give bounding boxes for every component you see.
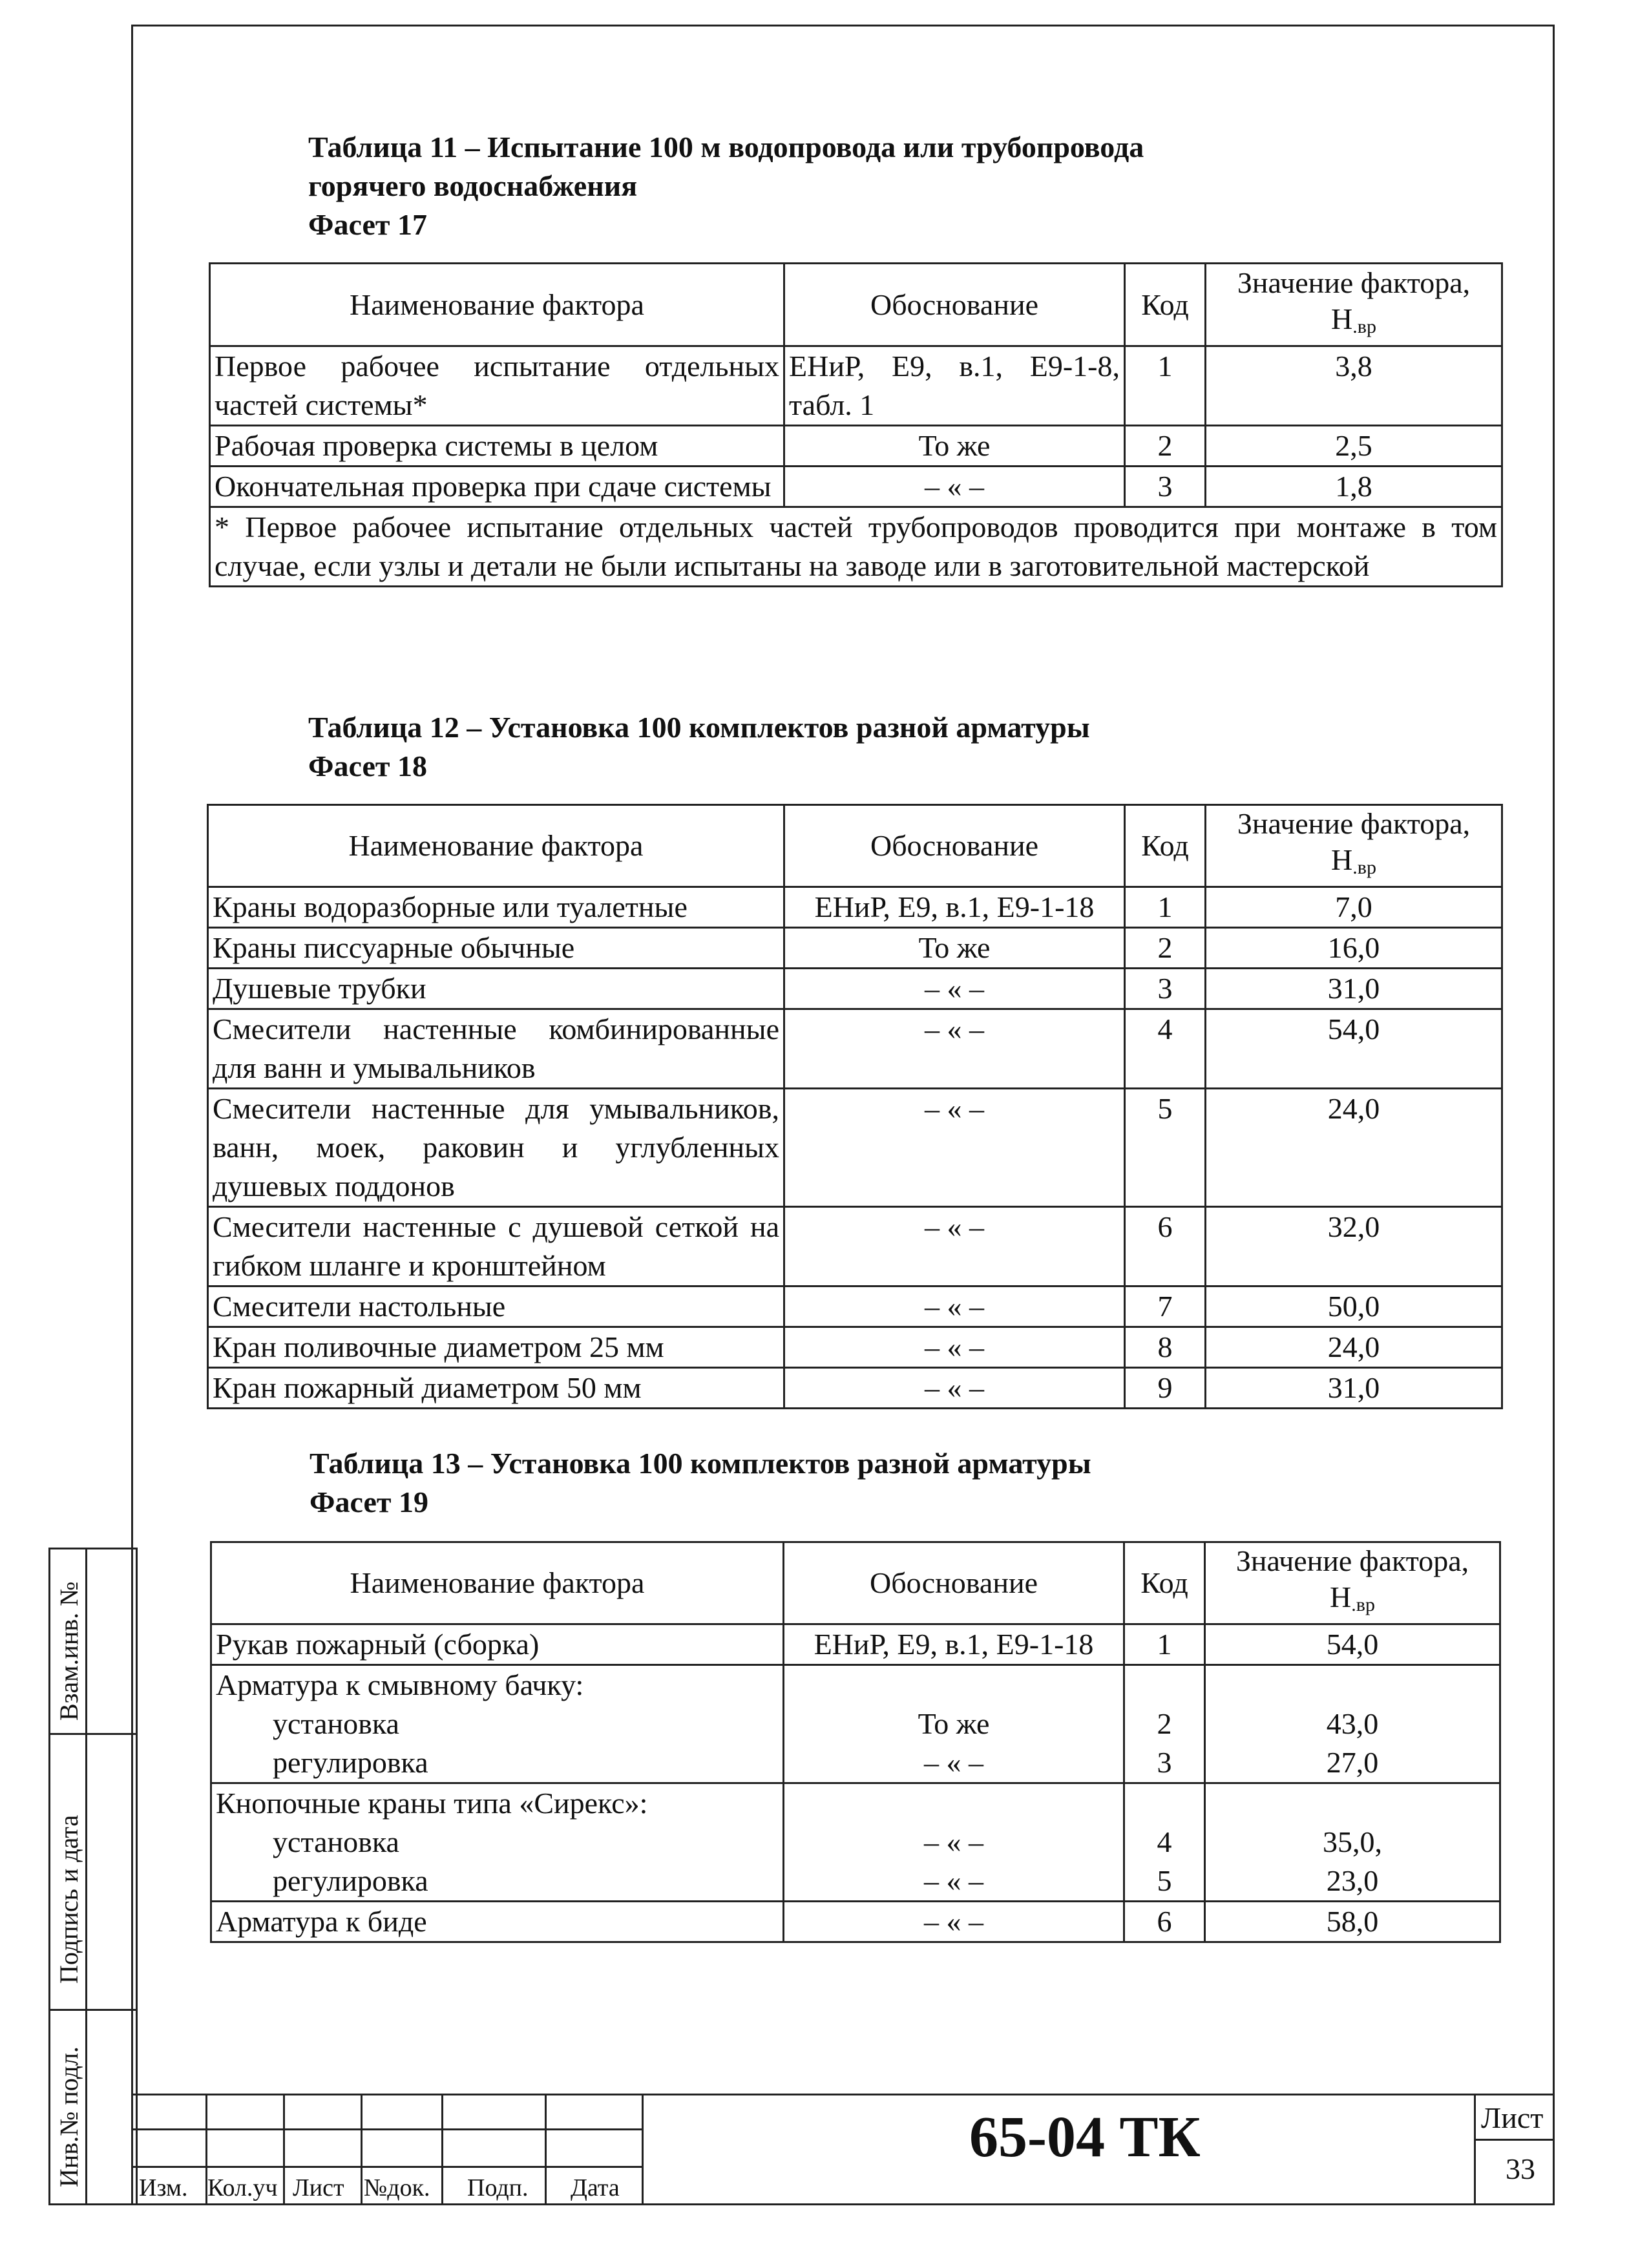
cell-code bbox=[1124, 1665, 1205, 1783]
table-row bbox=[211, 1624, 1500, 1665]
table-row-group bbox=[211, 1783, 1500, 1902]
table-row bbox=[208, 928, 1502, 969]
table-13 bbox=[210, 1541, 1501, 1943]
cell-code: 1 bbox=[1125, 346, 1206, 426]
cell-basis bbox=[784, 1665, 1124, 1783]
cell-basis: – « – bbox=[784, 1089, 1125, 1207]
cell-name: Смесители настенные для умывальников, ванн, моек, раковин и углубленных душевых поддонов bbox=[208, 1089, 784, 1207]
side-label-sign: Подпись и дата bbox=[54, 1814, 83, 1984]
cell-name: Душевые трубки bbox=[208, 969, 784, 1009]
table-12-caption: Таблица 12 – Установка 100 комплектов разной арматуры Фасет 18 bbox=[308, 711, 1090, 782]
cell-name: Окончательная проверка при сдаче системы bbox=[210, 467, 784, 507]
sheet-label: Лист bbox=[1481, 2101, 1544, 2134]
cell-basis: – « – bbox=[784, 1207, 1125, 1286]
cell-code: 6 bbox=[1125, 1207, 1206, 1286]
header-name: Наименование фактора bbox=[211, 1542, 784, 1624]
header-name: Наименование фактора bbox=[210, 264, 784, 346]
group-item: регулировка bbox=[273, 1746, 428, 1779]
table-row bbox=[208, 1089, 1502, 1207]
side-cell-replace-value bbox=[85, 1548, 138, 1735]
cell-value: 7,0 bbox=[1206, 887, 1502, 928]
table-13-caption: Таблица 13 – Установка 100 комплектов разной арматуры Фасет 19 bbox=[310, 1447, 1091, 1518]
item-basis: – « – bbox=[924, 1825, 983, 1858]
table-11-footnote: * Первое рабочее испытание отдельных частей трубопроводов проводится при монтаже в том случае, если узлы и детали не были испытаны на заводе или в заготовительной мастерской bbox=[210, 507, 1502, 587]
cell-basis bbox=[784, 1783, 1124, 1902]
sheet-number: 33 bbox=[1506, 2152, 1535, 2185]
tb-col-kol: Кол.уч bbox=[207, 2174, 278, 2201]
cell-name: Краны водоразборные или туалетные bbox=[208, 887, 784, 928]
table-11-caption: Таблица 11 – Испытание 100 м водопровода или трубопровода горячего водоснабжения Фасет 17 bbox=[308, 131, 1144, 241]
table-row bbox=[208, 1368, 1502, 1409]
cell-basis: – « – bbox=[784, 1286, 1125, 1327]
cell-basis: – « – bbox=[784, 1368, 1125, 1409]
table-row bbox=[210, 426, 1502, 467]
item-basis: То же bbox=[918, 1707, 990, 1740]
cell-value: 2,5 bbox=[1206, 426, 1502, 467]
side-stamp bbox=[48, 1548, 138, 2205]
title-block bbox=[131, 2094, 1555, 2205]
table-12 bbox=[207, 804, 1503, 1409]
cell-code: 9 bbox=[1125, 1368, 1206, 1409]
cell-code: 6 bbox=[1124, 1902, 1205, 1942]
cell-value: 3,8 bbox=[1206, 346, 1502, 426]
cell-basis: То же bbox=[784, 928, 1125, 969]
side-cell-inv-value bbox=[85, 2009, 138, 2205]
table-row bbox=[208, 1327, 1502, 1368]
cell-name bbox=[211, 1783, 784, 1902]
cell-value: 24,0 bbox=[1206, 1327, 1502, 1368]
table-row bbox=[208, 1207, 1502, 1286]
table-row bbox=[208, 887, 1502, 928]
cell-name: Рукав пожарный (сборка) bbox=[211, 1624, 784, 1665]
table-header-row bbox=[208, 805, 1502, 887]
group-label: Кнопочные краны типа «Сирекс»: bbox=[216, 1787, 648, 1820]
table-row bbox=[208, 1286, 1502, 1327]
cell-code: 1 bbox=[1125, 887, 1206, 928]
item-basis: – « – bbox=[924, 1864, 983, 1897]
cell-value: 54,0 bbox=[1206, 1009, 1502, 1089]
document-code: 65-04 ТК bbox=[969, 2105, 1201, 2169]
cell-value bbox=[1205, 1665, 1500, 1783]
cell-value: 54,0 bbox=[1205, 1624, 1500, 1665]
header-basis: Обоснование bbox=[784, 805, 1125, 887]
cell-code: 1 bbox=[1124, 1624, 1205, 1665]
group-item: установка bbox=[273, 1707, 399, 1740]
cell-name: Кран пожарный диаметром 50 мм bbox=[208, 1368, 784, 1409]
group-item: установка bbox=[273, 1825, 399, 1858]
cell-value: 31,0 bbox=[1206, 969, 1502, 1009]
table-row bbox=[211, 1902, 1500, 1942]
table-row bbox=[210, 346, 1502, 426]
cell-code: 4 bbox=[1125, 1009, 1206, 1089]
cell-value: 32,0 bbox=[1206, 1207, 1502, 1286]
table-row bbox=[208, 969, 1502, 1009]
table-row bbox=[208, 1009, 1502, 1089]
table-row-group bbox=[211, 1665, 1500, 1783]
header-value: Значение фактора, $Н_{.вр}$ bbox=[1206, 805, 1502, 887]
header-value: Значение фактора, $Н_{.вр}$ bbox=[1205, 1542, 1500, 1624]
side-label-replace: Взам.инв. № bbox=[54, 1581, 83, 1721]
item-basis: – « – bbox=[924, 1746, 983, 1779]
item-value: 27,0 bbox=[1326, 1746, 1379, 1779]
side-label-inv: Инв.№ подл. bbox=[54, 2046, 83, 2187]
cell-name: Первое рабочее испытание отдельных частей системы* bbox=[210, 346, 784, 426]
header-value: Значение фактора, $Н_{.вр}$ bbox=[1206, 264, 1502, 346]
cell-code: 7 bbox=[1125, 1286, 1206, 1327]
cell-code: 5 bbox=[1125, 1089, 1206, 1207]
cell-name: Рабочая проверка системы в целом bbox=[210, 426, 784, 467]
cell-code: 8 bbox=[1125, 1327, 1206, 1368]
cell-value: 1,8 bbox=[1206, 467, 1502, 507]
cell-basis: – « – bbox=[784, 969, 1125, 1009]
cell-basis: ЕНиР, Е9, в.1, Е9-1-18 bbox=[784, 1624, 1124, 1665]
cell-code: 3 bbox=[1125, 969, 1206, 1009]
item-code: 4 bbox=[1157, 1825, 1172, 1858]
group-item: регулировка bbox=[273, 1864, 428, 1897]
cell-basis: То же bbox=[784, 426, 1125, 467]
header-basis: Обоснование bbox=[784, 264, 1125, 346]
cell-value bbox=[1205, 1783, 1500, 1902]
cell-value: 50,0 bbox=[1206, 1286, 1502, 1327]
cell-name: Смесители настенные комбинированные для ванн и умывальников bbox=[208, 1009, 784, 1089]
cell-value: 58,0 bbox=[1205, 1902, 1500, 1942]
header-name: Наименование фактора bbox=[208, 805, 784, 887]
header-code: Код bbox=[1125, 805, 1206, 887]
tb-col-list: Лист bbox=[293, 2174, 344, 2201]
cell-code bbox=[1124, 1783, 1205, 1902]
cell-name: Краны писсуарные обычные bbox=[208, 928, 784, 969]
cell-value: 24,0 bbox=[1206, 1089, 1502, 1207]
item-code: 2 bbox=[1157, 1707, 1172, 1740]
cell-name: Смесители настенные с душевой сеткой на гибком шланге и кронштейном bbox=[208, 1207, 784, 1286]
tb-col-doc: №док. bbox=[364, 2174, 430, 2201]
footnote-row bbox=[210, 507, 1502, 587]
tb-col-sign: Подп. bbox=[467, 2174, 529, 2201]
table-header-row bbox=[211, 1542, 1500, 1624]
cell-name: Смесители настольные bbox=[208, 1286, 784, 1327]
item-value: 35,0, bbox=[1323, 1825, 1382, 1858]
header-code: Код bbox=[1125, 264, 1206, 346]
header-basis: Обоснование bbox=[784, 1542, 1124, 1624]
cell-value: 31,0 bbox=[1206, 1368, 1502, 1409]
item-value: 23,0 bbox=[1326, 1864, 1379, 1897]
table-row bbox=[210, 467, 1502, 507]
item-code: 3 bbox=[1157, 1746, 1172, 1779]
tb-col-date: Дата bbox=[571, 2174, 620, 2201]
side-cell-sign-value bbox=[85, 1733, 138, 2011]
cell-basis: – « – bbox=[784, 1327, 1125, 1368]
cell-name: Арматура к биде bbox=[211, 1902, 784, 1942]
cell-basis: – « – bbox=[784, 1009, 1125, 1089]
cell-code: 2 bbox=[1125, 426, 1206, 467]
tb-col-izm: Изм. bbox=[139, 2174, 188, 2201]
cell-name: Кран поливочные диаметром 25 мм bbox=[208, 1327, 784, 1368]
header-code: Код bbox=[1124, 1542, 1205, 1624]
cell-value: 16,0 bbox=[1206, 928, 1502, 969]
item-code: 5 bbox=[1157, 1864, 1172, 1897]
cell-code: 2 bbox=[1125, 928, 1206, 969]
cell-basis: – « – bbox=[784, 467, 1125, 507]
cell-basis: ЕНиР, Е9, в.1, Е9-1-8, табл. 1 bbox=[784, 346, 1125, 426]
cell-name bbox=[211, 1665, 784, 1783]
cell-code: 3 bbox=[1125, 467, 1206, 507]
item-value: 43,0 bbox=[1326, 1707, 1379, 1740]
table-header-row bbox=[210, 264, 1502, 346]
cell-basis: ЕНиР, Е9, в.1, Е9-1-18 bbox=[784, 887, 1125, 928]
group-label: Арматура к смывному бачку: bbox=[216, 1668, 584, 1701]
table-11 bbox=[209, 262, 1503, 587]
cell-basis: – « – bbox=[784, 1902, 1124, 1942]
